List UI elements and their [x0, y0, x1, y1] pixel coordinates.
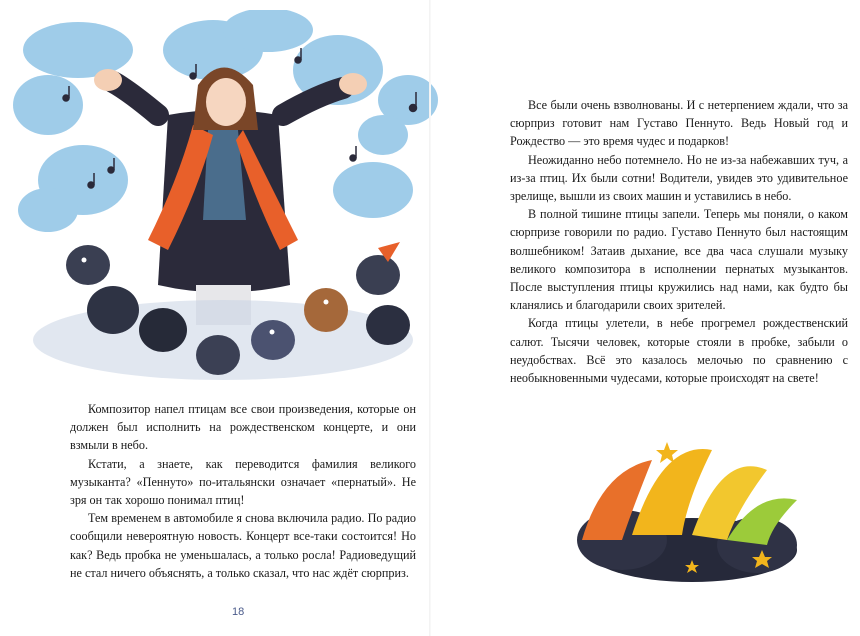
- paragraph: В полной тишине птицы запели. Теперь мы поняли, о каком сюрпризе говорили по радио. Густаво Пеннуто был настоящим волшебником! Затаив дыхание, все два часа слушали музыку великого композитора в исполнении пернатых музыкантов. После выступления птицы кружились над нами, как будто бы кланялись и благодарили своих зрителей.: [510, 207, 848, 313]
- paragraph: Композитор напел птицам все свои произведения, которые он должен был исполнить на рождественском концерте, и они взмыли в небо.: [70, 402, 416, 453]
- right-page: [430, 0, 860, 636]
- firework-illustration: [562, 430, 802, 590]
- paragraph: Тем временем в автомобиле я снова включила радио. По радио сообщили невероятную новость. Концерт все-таки состоится! Но как? Ведь пробка не уменьшалась, а только росла! Радиоведущий не стал ничего объяснять, а только сказал, что нас ждёт сюрприз.: [70, 511, 416, 580]
- left-page-text: [70, 400, 416, 582]
- page-number: 18: [232, 606, 245, 618]
- conductor-illustration: [8, 10, 453, 395]
- paragraph: Когда птицы улетели, в небе прогремел рождественский салют. Тысячи человек, которые стояли в пробке, забыли о неудобствах. Всё это казалось мелочью по сравнению с необыкновенными чудесами, которые происходят на свете!: [510, 316, 848, 386]
- paragraph: Все были очень взволнованы. И с нетерпением ждали, что за сюрприз готовит нам Густаво Пеннуто. Ведь Новый год и Рождество — это время чудес и подарков!: [510, 98, 848, 149]
- paragraph: Неожиданно небо потемнело. Но не из-за набежавших туч, а из-за птиц. Их были сотни! Водители, увидев это удивительное зрелище, вышли из своих машин и уставились в небо.: [510, 152, 848, 204]
- conductor-face: [206, 78, 246, 126]
- right-page-text: [510, 96, 848, 387]
- paragraph: Кстати, а знаете, как переводится фамилия великого музыканта? «Пеннуто» по-итальянски означает «пернатый». Не зря он так хорошо понимал птиц!: [70, 456, 416, 508]
